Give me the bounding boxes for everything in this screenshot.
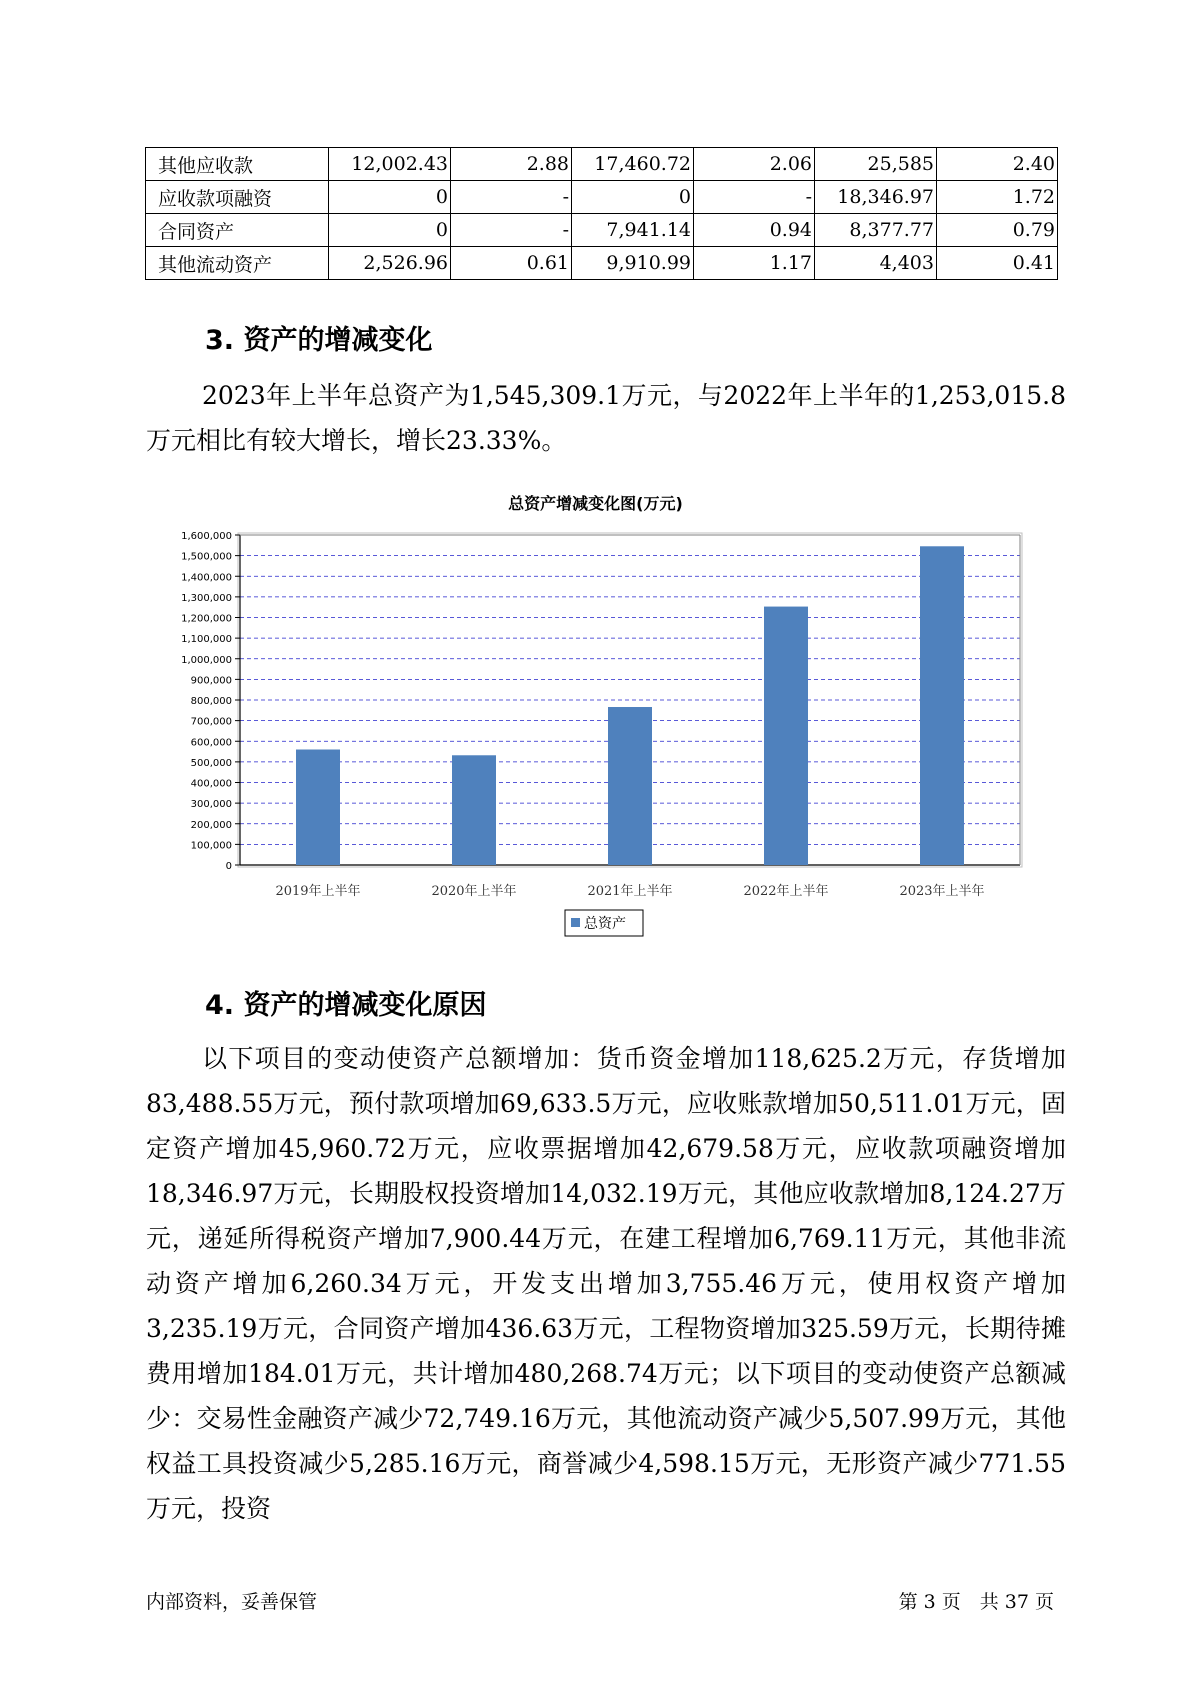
y-tick-label: 1,000,000 <box>181 654 232 666</box>
value-cell: 0.79 <box>937 214 1058 247</box>
value-cell: 25,585 <box>815 148 937 181</box>
value-cell: 1.17 <box>694 247 815 280</box>
y-tick-label: 1,600,000 <box>181 531 232 542</box>
asset-table <box>145 147 1058 280</box>
value-cell: 0 <box>329 181 451 214</box>
bar-4 <box>920 546 964 865</box>
value-cell: 12,002.43 <box>329 148 451 181</box>
bar-2 <box>608 707 652 865</box>
row-label-cell: 应收款项融资 <box>146 181 329 214</box>
section4-heading: 4. 资产的增减变化原因 <box>205 990 487 1021</box>
value-cell: 18,346.97 <box>815 181 937 214</box>
y-tick-label: 700,000 <box>190 716 232 728</box>
section4-paragraph: 以下项目的变动使资产总额增加：货币资金增加118,625.2万元，存货增加83,488.55万元，预付款项增加69,633.5万元，应收账款增加50,511.01万元，固定资产增加45,960.72万元，应收票据增加42,679.58万元，应收款项融资增加18,346.97万元，长期股权投资增加14,032.19万元，其他应收款增加8,124.27万元，递延所得税资产增加7,900.44万元，在建工程增加6,769.11万元，其他非流动资产增加6,260.34万元，开发支出增加3,755.46万元，使用权资产增加3,235.19万元，合同资产增加436.63万元，工程物资增加325.59万元，长期待摊费用增加184.01万元，共计增加480,268.74万元；以下项目的变动使资产总额减少：交易性金融资产减少72,749.16万元，其他流动资产减少5,507.99万元，其他权益工具投资减少5,285.16万元，商誉减少4,598.15万元，无形资产减少771.55万元，投资 <box>146 1044 1066 1523</box>
value-cell: 0 <box>329 214 451 247</box>
y-tick-label: 1,400,000 <box>181 572 232 584</box>
y-tick-label: 1,100,000 <box>181 634 232 646</box>
value-cell: 4,403 <box>815 247 937 280</box>
row-label-cell: 合同资产 <box>146 214 329 247</box>
value-cell: 0.61 <box>451 247 572 280</box>
row-label-cell: 其他流动资产 <box>146 247 329 280</box>
table-row <box>146 247 1058 280</box>
value-cell: 2.06 <box>694 148 815 181</box>
value-cell: - <box>694 181 815 214</box>
table-row <box>146 214 1058 247</box>
section3-paragraph: 2023年上半年总资产为1,545,309.1万元，与2022年上半年的1,253,015.8万元相比有较大增长，增长23.33%。 <box>146 381 1066 455</box>
bar-0 <box>296 750 340 866</box>
y-tick-label: 400,000 <box>190 778 232 790</box>
y-tick-label: 1,300,000 <box>181 592 232 604</box>
chart-title: 总资产增减变化图(万元) <box>508 494 683 513</box>
value-cell: 0 <box>572 181 694 214</box>
value-cell: 2.88 <box>451 148 572 181</box>
value-cell: 7,941.14 <box>572 214 694 247</box>
table-row <box>146 181 1058 214</box>
footer-page-number: 第 3 页 共 37 页 <box>898 1591 1054 1613</box>
y-tick-label: 900,000 <box>190 675 232 687</box>
x-tick-label: 2022年上半年 <box>743 884 829 899</box>
x-tick-label: 2019年上半年 <box>275 884 361 899</box>
bar-3 <box>764 607 808 865</box>
value-cell: 2,526.96 <box>329 247 451 280</box>
legend-swatch <box>571 918 580 927</box>
value-cell: 1.72 <box>937 181 1058 214</box>
legend-label: 总资产 <box>584 916 626 932</box>
y-tick-label: 200,000 <box>190 819 232 831</box>
y-tick-label: 1,500,000 <box>181 551 232 563</box>
row-label-cell: 其他应收款 <box>146 148 329 181</box>
y-tick-label: 300,000 <box>190 799 232 811</box>
total-assets-chart <box>160 528 1040 948</box>
value-cell: 9,910.99 <box>572 247 694 280</box>
y-tick-label: 100,000 <box>190 840 232 852</box>
x-tick-label: 2020年上半年 <box>431 884 517 899</box>
value-cell: 2.40 <box>937 148 1058 181</box>
x-tick-label: 2021年上半年 <box>587 884 673 899</box>
bar-1 <box>452 755 496 865</box>
y-tick-label: 1,200,000 <box>181 613 232 625</box>
y-tick-label: 500,000 <box>190 757 232 769</box>
x-tick-label: 2023年上半年 <box>899 884 985 899</box>
table-row <box>146 148 1058 181</box>
y-tick-label: 0 <box>225 861 232 872</box>
value-cell: 0.94 <box>694 214 815 247</box>
y-tick-label: 600,000 <box>190 737 232 749</box>
value-cell: 0.41 <box>937 247 1058 280</box>
value-cell: - <box>451 181 572 214</box>
value-cell: - <box>451 214 572 247</box>
y-tick-label: 800,000 <box>190 696 232 707</box>
value-cell: 8,377.77 <box>815 214 937 247</box>
value-cell: 17,460.72 <box>572 148 694 181</box>
section3-heading: 3. 资产的增减变化 <box>205 325 433 356</box>
footer-confidential-note: 内部资料，妥善保管 <box>146 1591 318 1613</box>
